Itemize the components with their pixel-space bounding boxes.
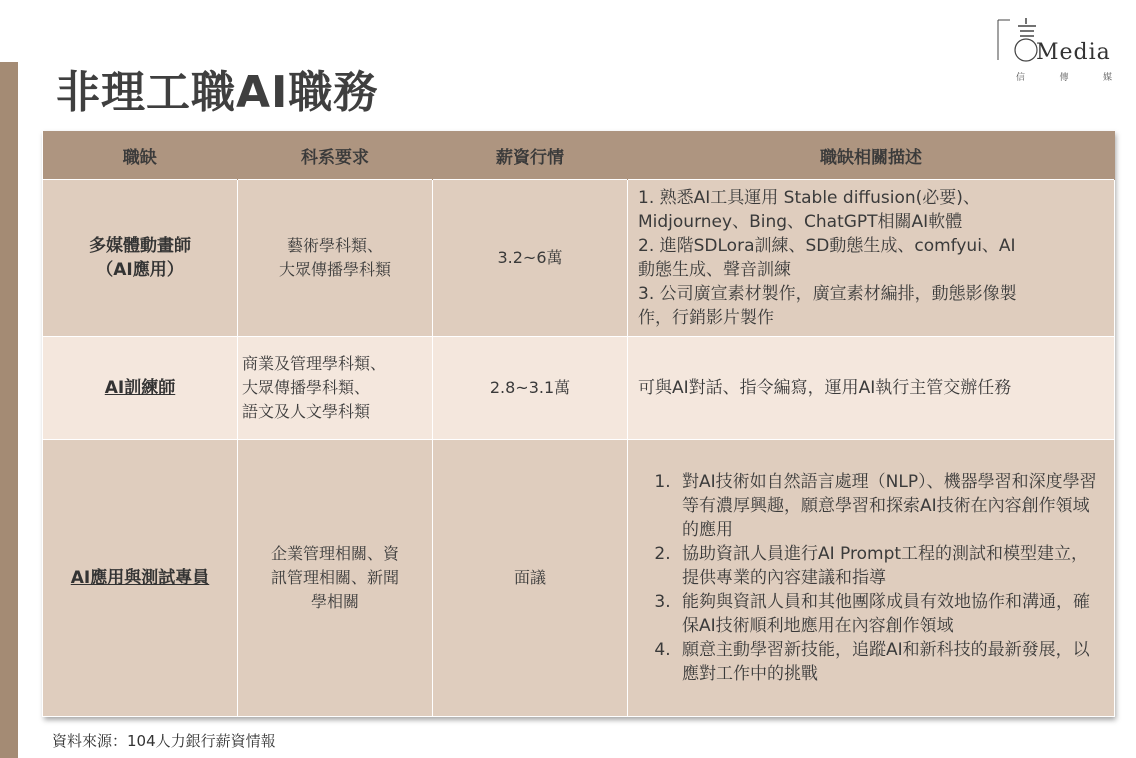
header-major: 科系要求 xyxy=(238,131,433,180)
major-cell xyxy=(238,180,433,337)
description-line: 動態生成、聲音訓練 xyxy=(638,260,791,280)
description-cell xyxy=(628,180,1115,337)
major-line: 商業及管理學科類、 xyxy=(242,354,387,373)
table-header-row xyxy=(43,131,1115,180)
page-title: 非理工職AI職務 xyxy=(56,67,379,118)
left-accent-bar xyxy=(0,62,18,758)
table-row xyxy=(43,440,1115,717)
major-line: 大眾傳播學科類、 xyxy=(242,378,371,397)
description-item: 1. 對AI技術如自然語言處理（NLP）、機器學習和深度學習等有濃厚興趣，願意學習和探索AI技術在內容創作領域的應用 xyxy=(676,470,1104,542)
job-title-line: 多媒體動畫師 xyxy=(89,236,191,256)
major-line: 訊管理相關、新聞 xyxy=(270,568,399,587)
logo-subtitle xyxy=(1016,70,1112,83)
job-title-link[interactable]: AI訓練師 xyxy=(104,378,176,398)
salary-cell: 面議 xyxy=(433,440,628,717)
header-salary: 薪資行情 xyxy=(433,131,628,180)
description-item: 4. 願意主動學習新技能，追蹤AI和新科技的最新發展，以應對工作中的挑戰 xyxy=(676,638,1104,686)
salary-cell: 2.8~3.1萬 xyxy=(433,337,628,440)
job-title-cell xyxy=(43,440,238,717)
job-title-line: （AI應用） xyxy=(96,260,184,280)
description-line: Midjourney、Bing、ChatGPT相關AI軟體 xyxy=(638,212,963,232)
job-title-cell xyxy=(43,180,238,337)
major-line: 大眾傳播學科類 xyxy=(278,260,391,279)
description-item: 3. 能夠與資訊人員和其他團隊成員有效地協作和溝通，確保AI技術順利地應用在內容創作領域 xyxy=(676,590,1104,638)
media-logo xyxy=(996,14,1116,84)
major-line: 藝術學科類、 xyxy=(286,236,383,255)
logo-char: 信 xyxy=(1016,73,1026,83)
logo-word: Media xyxy=(1036,40,1111,65)
description-line: 1. 熟悉AI工具運用 Stable diffusion(必要)、 xyxy=(638,188,980,208)
description-item: 2. 協助資訊人員進行AI Prompt工程的測試和模型建立，提供專業的內容建議和指導 xyxy=(676,542,1104,590)
table-row xyxy=(43,337,1115,440)
header-job: 職缺 xyxy=(43,131,238,180)
logo-char: 傳 xyxy=(1059,73,1069,83)
logo-char: 媒 xyxy=(1102,73,1112,83)
description-cell: 可與AI對話、指令編寫，運用AI執行主管交辦任務 xyxy=(628,337,1115,440)
description-line: 2. 進階SDLora訓練、SD動態生成、comfyui、AI xyxy=(638,236,1016,256)
major-line: 語文及人文學科類 xyxy=(242,402,371,421)
table-row xyxy=(43,180,1115,337)
job-title-cell xyxy=(43,337,238,440)
major-cell xyxy=(238,440,433,717)
header-description: 職缺相關描述 xyxy=(628,131,1115,180)
jobs-table xyxy=(42,131,1114,717)
description-line: 3. 公司廣宣素材製作，廣宣素材編排，動態影像製 xyxy=(638,284,1017,304)
source-note: 資料來源：104人力銀行薪資情報 xyxy=(52,732,276,750)
major-line: 企業管理相關、資 xyxy=(270,544,399,563)
major-cell xyxy=(238,337,433,440)
description-line: 作，行銷影片製作 xyxy=(638,308,774,328)
job-title-link[interactable]: AI應用與測試專員 xyxy=(70,568,210,588)
salary-cell: 3.2~6萬 xyxy=(433,180,628,337)
major-line: 學相關 xyxy=(310,592,359,611)
description-cell xyxy=(628,440,1115,717)
description-list xyxy=(638,470,1104,686)
